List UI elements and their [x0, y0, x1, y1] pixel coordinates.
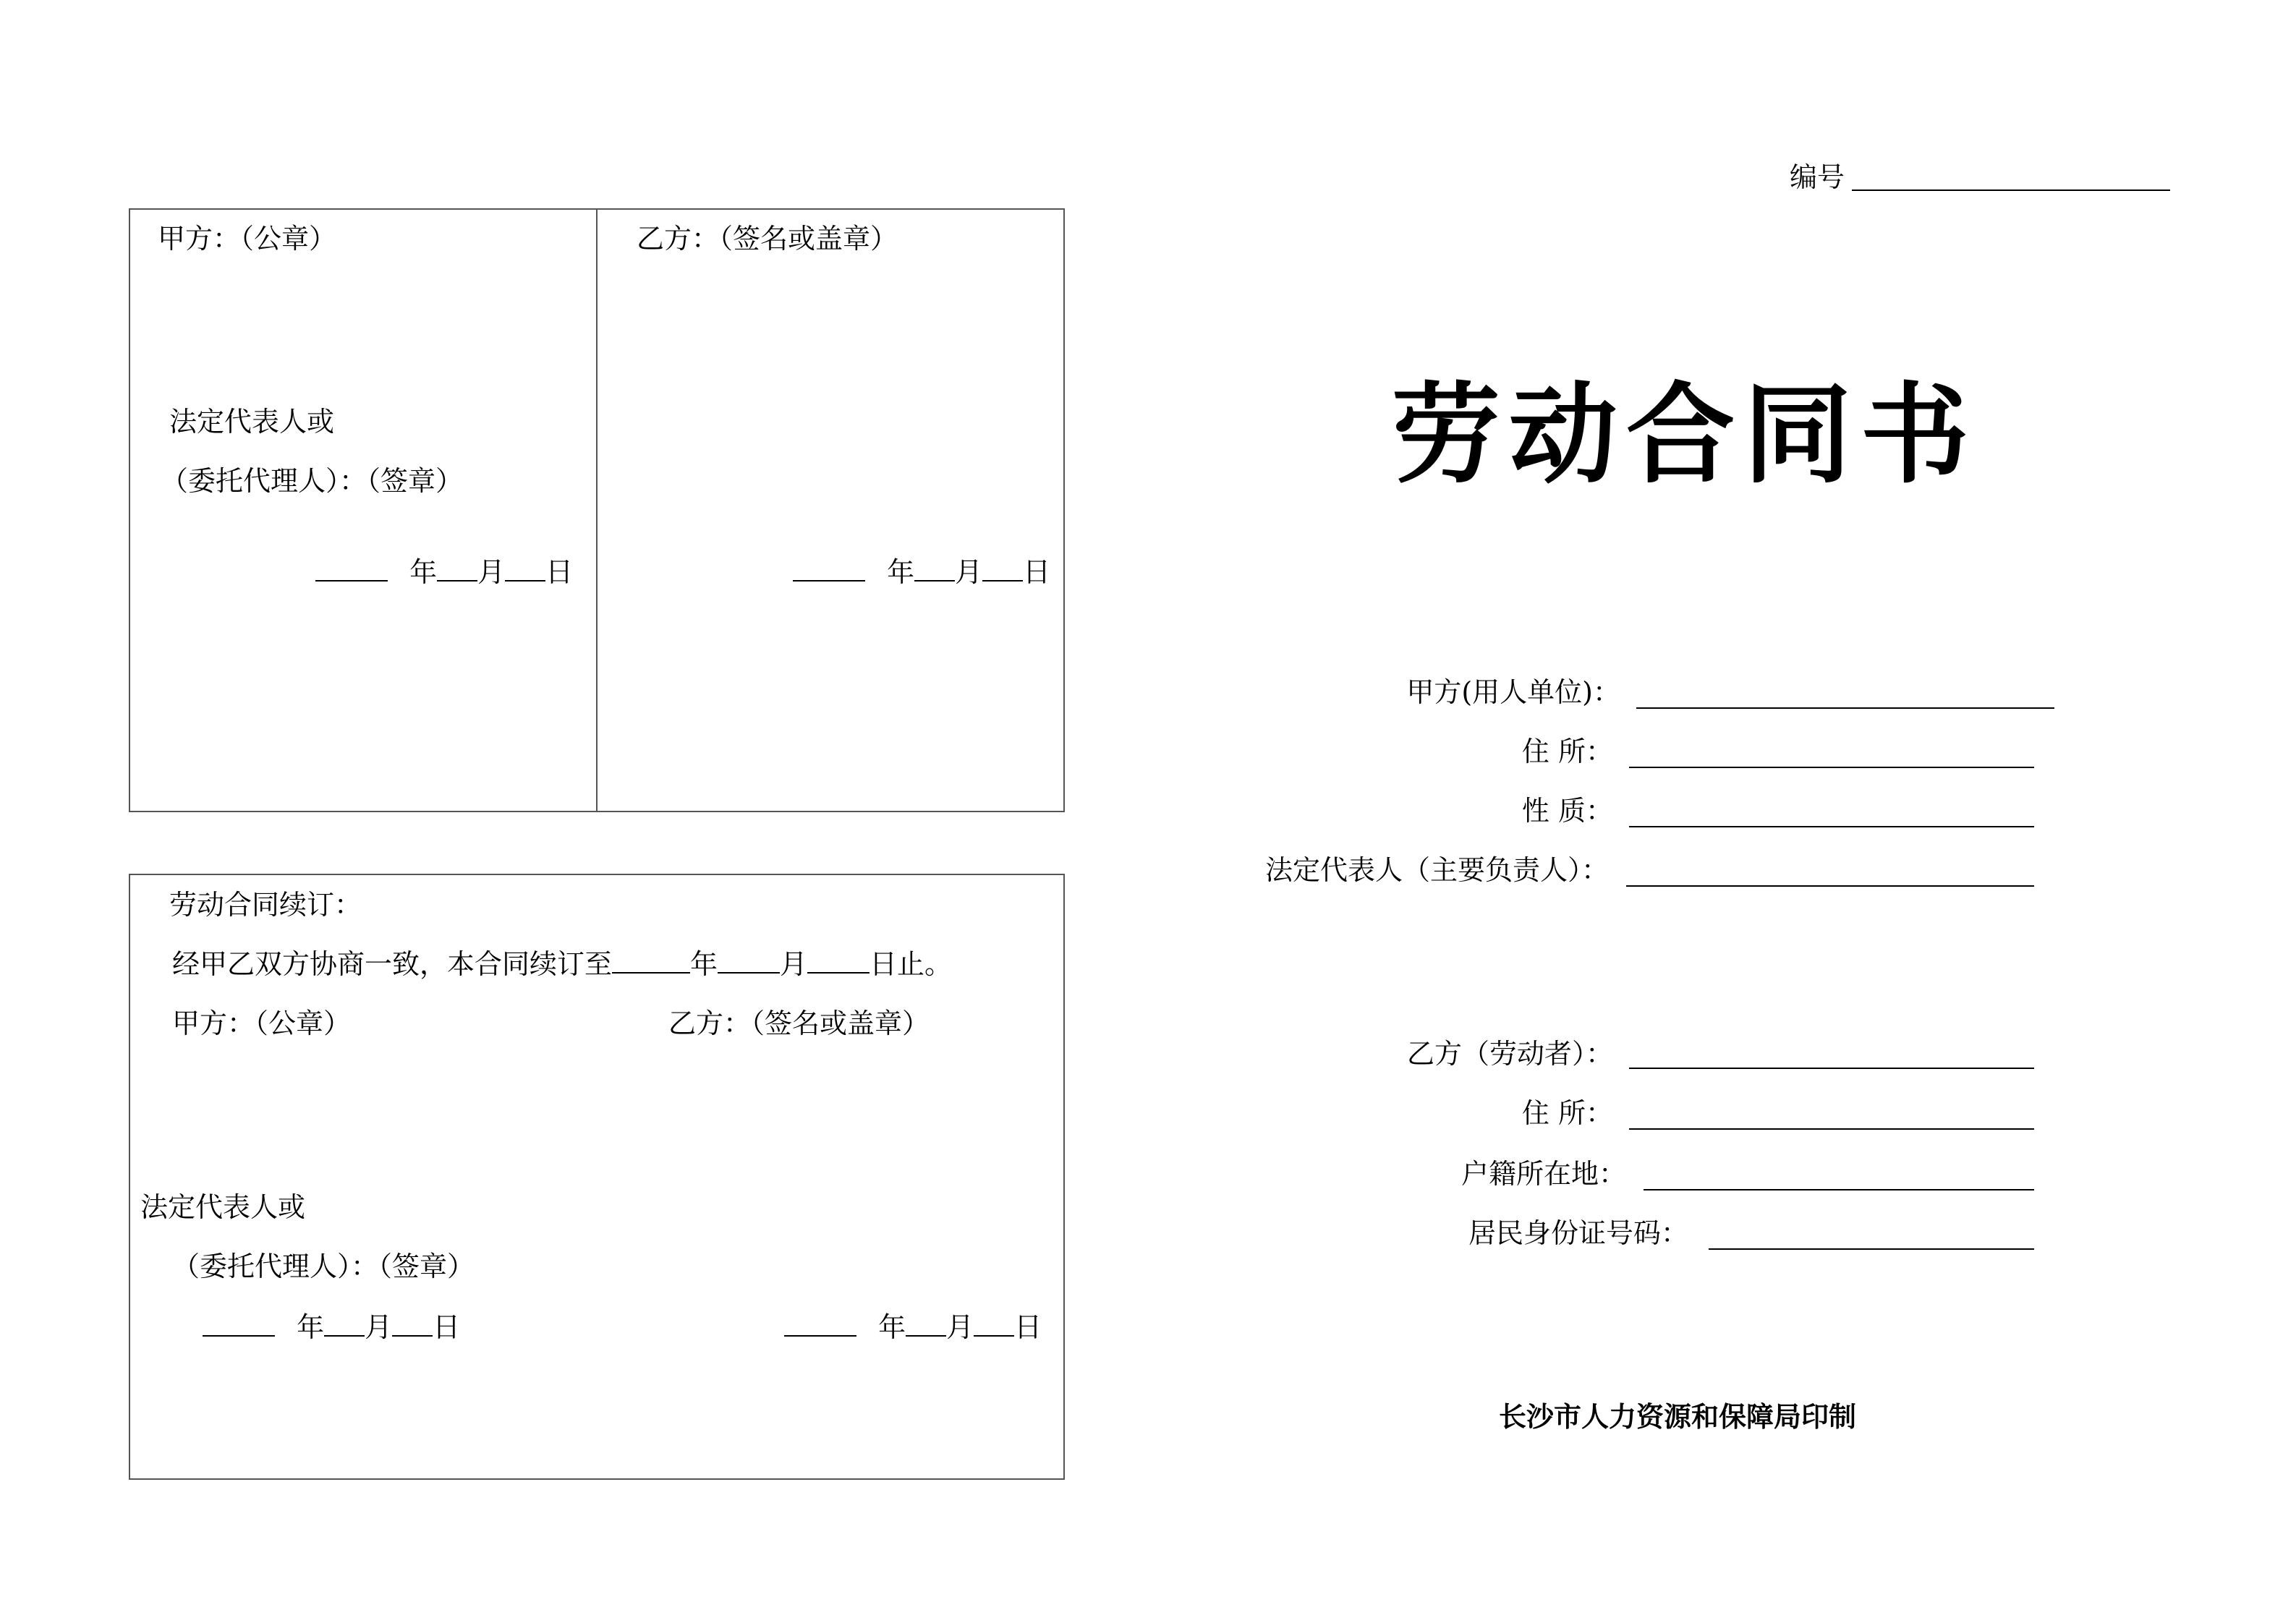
renewal-day-blank[interactable]: [807, 947, 869, 974]
signature-box-divider: [596, 208, 598, 812]
party-b-sign-heading: 乙方：（签名或盖章）: [637, 223, 898, 255]
household-registration-label: 户籍所在地：: [1460, 1158, 1626, 1190]
issuer-footer: 长沙市人力资源和保障局印制: [1499, 1400, 1857, 1433]
day-blank[interactable]: [505, 555, 545, 582]
legal-representative-label: 法定代表人（主要负责人）：: [1264, 854, 1609, 886]
renewal-party-b-date: 年 月 日: [784, 1311, 1042, 1344]
day-blank[interactable]: [974, 1311, 1014, 1337]
party-b-sign-date: 年 月 日: [793, 555, 1050, 589]
household-registration-field[interactable]: [1644, 1189, 2034, 1190]
legal-representative-field[interactable]: [1626, 885, 2034, 887]
day-blank[interactable]: [392, 1311, 433, 1337]
id-number-field[interactable]: [1709, 1248, 2034, 1250]
month-blank[interactable]: [914, 555, 955, 582]
year-blank[interactable]: [203, 1311, 275, 1337]
month-blank[interactable]: [906, 1311, 946, 1337]
id-number-label: 居民身份证号码：: [1468, 1217, 1688, 1249]
legal-rep-label: 法定代表人或: [169, 406, 335, 438]
employer-name-field[interactable]: [1636, 707, 2054, 709]
employer-address-field[interactable]: [1629, 767, 2034, 768]
agent-sign-label: （委托代理人）：（签章）: [161, 465, 464, 497]
employer-name-label: 甲方(用人单位)：: [1406, 676, 1620, 708]
month-blank[interactable]: [437, 555, 477, 582]
month-blank[interactable]: [324, 1311, 365, 1337]
employer-nature-label: 性 质：: [1521, 795, 1613, 827]
year-blank[interactable]: [793, 555, 865, 582]
renewal-party-a-heading: 甲方：（公章）: [172, 1008, 352, 1039]
renewal-party-b-heading: 乙方：（签名或盖章）: [668, 1008, 930, 1039]
employee-name-label: 乙方（劳动者）：: [1406, 1038, 1613, 1070]
year-blank[interactable]: [784, 1311, 856, 1337]
employee-address-label: 住 所：: [1521, 1097, 1613, 1129]
party-a-seal-heading: 甲方：（公章）: [158, 223, 337, 255]
employer-address-label: 住 所：: [1521, 736, 1613, 767]
renewal-month-blank[interactable]: [718, 947, 780, 974]
serial-number-field[interactable]: [1852, 189, 2170, 191]
employee-address-field[interactable]: [1629, 1128, 2034, 1130]
renewal-agent-sign-label: （委托代理人）：（签章）: [172, 1251, 475, 1282]
renewal-party-a-date: 年 月 日: [203, 1311, 460, 1344]
renewal-year-blank[interactable]: [612, 947, 690, 974]
serial-number-label: 编号: [1790, 161, 1845, 193]
day-blank[interactable]: [982, 555, 1023, 582]
renewal-legal-rep-label: 法定代表人或: [140, 1191, 306, 1223]
renewal-sentence: 经甲乙双方协商一致，本合同续订至 年 月 日止。: [172, 948, 953, 980]
employer-nature-field[interactable]: [1629, 826, 2034, 827]
contract-title: 劳动合同书: [1392, 371, 1978, 498]
year-blank[interactable]: [315, 555, 388, 582]
party-a-sign-date: 年 月 日: [315, 555, 573, 589]
renewal-heading: 劳动合同续订：: [169, 889, 362, 921]
employee-name-field[interactable]: [1629, 1068, 2034, 1069]
